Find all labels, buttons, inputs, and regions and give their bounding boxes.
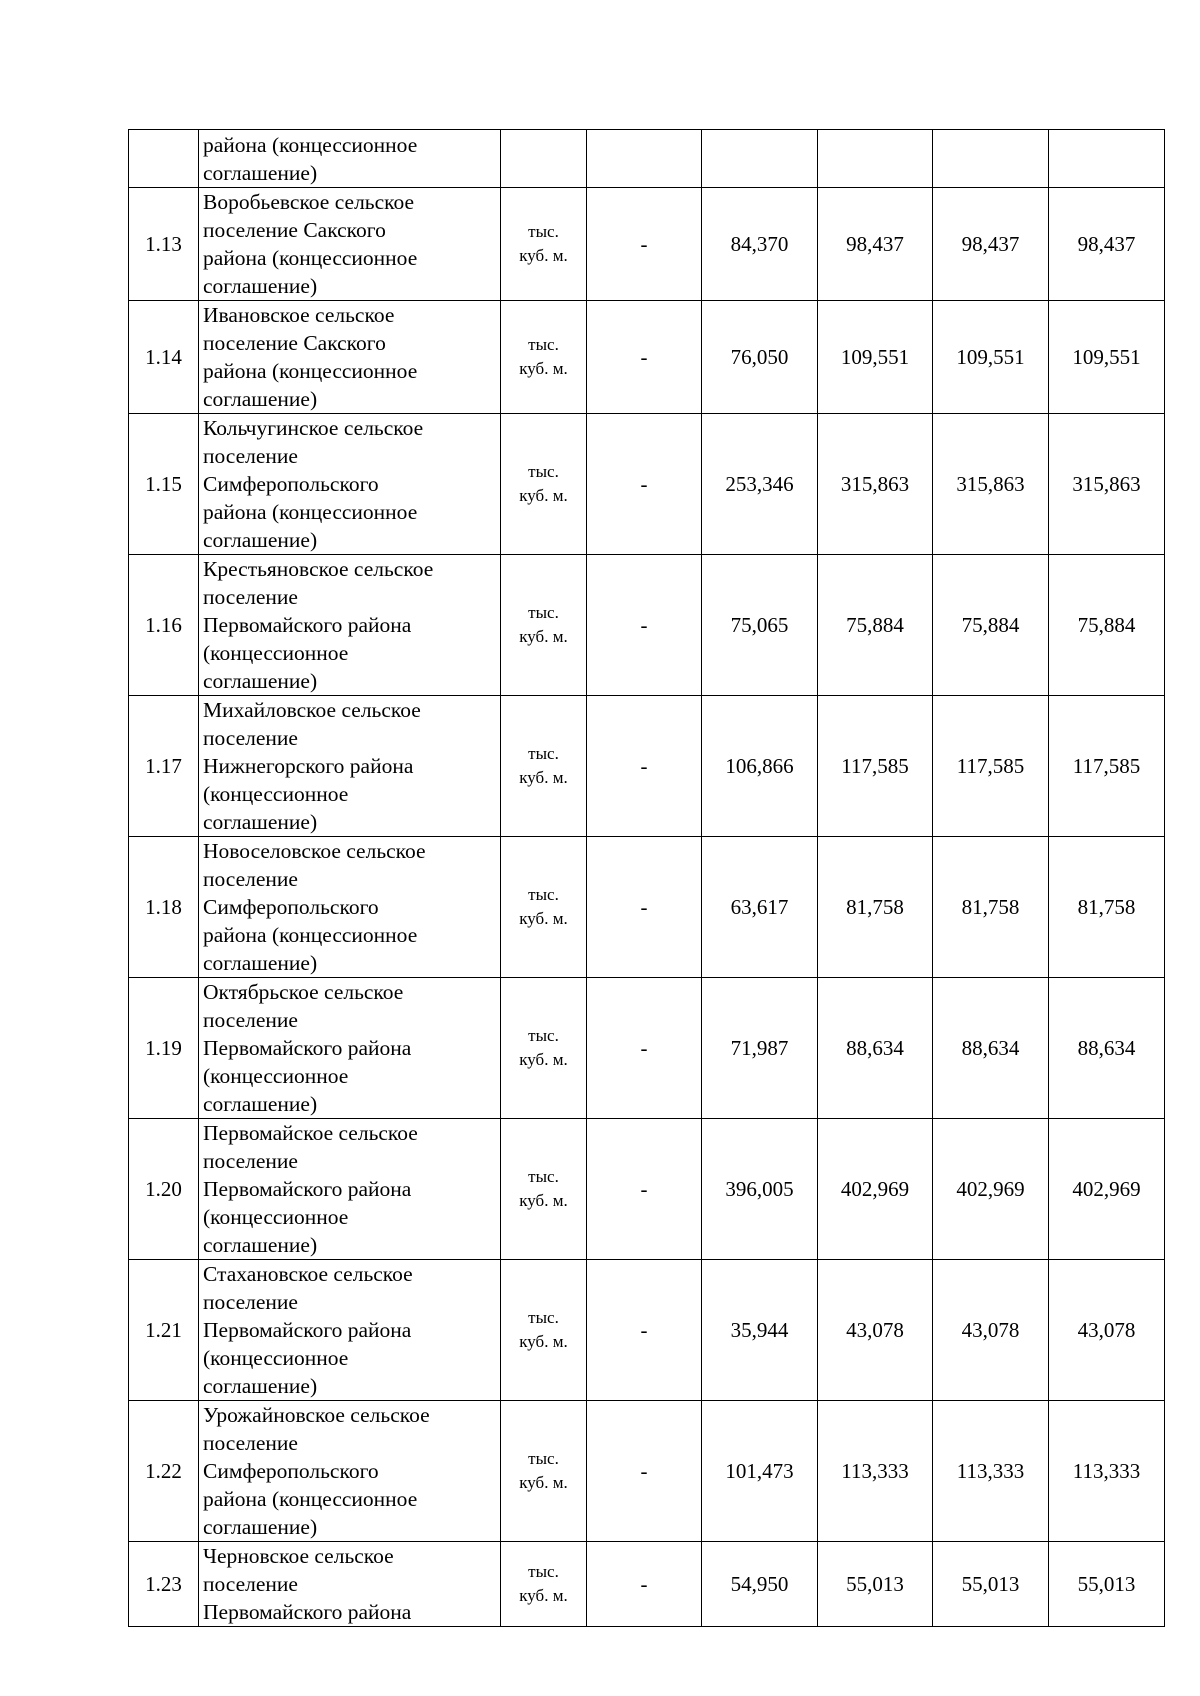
table-row <box>129 1401 1165 1542</box>
row-number-cell: 1.17 <box>129 696 199 837</box>
row-number-cell: 1.23 <box>129 1542 199 1627</box>
table-row <box>129 130 1165 188</box>
value-cell-4: 55,013 <box>1049 1542 1165 1627</box>
value-cell-1: 106,866 <box>702 696 818 837</box>
value-cell-1: 63,617 <box>702 837 818 978</box>
base-value-cell: - <box>587 978 702 1119</box>
value-cell-3: 43,078 <box>933 1260 1049 1401</box>
value-cell-1: 75,065 <box>702 555 818 696</box>
value-cell-3: 55,013 <box>933 1542 1049 1627</box>
unit-cell: тыс. куб. м. <box>501 1119 587 1260</box>
value-cell-2: 75,884 <box>818 555 933 696</box>
settlement-name-cell: Черновское сельское поселение Первомайского района <box>199 1542 501 1627</box>
value-cell-4 <box>1049 130 1165 188</box>
table-row <box>129 301 1165 414</box>
value-cell-1: 396,005 <box>702 1119 818 1260</box>
value-cell-3: 88,634 <box>933 978 1049 1119</box>
unit-cell: тыс. куб. м. <box>501 555 587 696</box>
value-cell-3: 402,969 <box>933 1119 1049 1260</box>
value-cell-3: 315,863 <box>933 414 1049 555</box>
value-cell-4: 43,078 <box>1049 1260 1165 1401</box>
base-value-cell: - <box>587 837 702 978</box>
row-number-cell: 1.20 <box>129 1119 199 1260</box>
value-cell-4: 88,634 <box>1049 978 1165 1119</box>
table-row <box>129 1260 1165 1401</box>
table-row <box>129 837 1165 978</box>
value-cell-2: 55,013 <box>818 1542 933 1627</box>
unit-cell: тыс. куб. м. <box>501 1401 587 1542</box>
unit-cell: тыс. куб. м. <box>501 414 587 555</box>
value-cell-3: 98,437 <box>933 188 1049 301</box>
row-number-cell: 1.21 <box>129 1260 199 1401</box>
value-cell-4: 113,333 <box>1049 1401 1165 1542</box>
base-value-cell: - <box>587 1542 702 1627</box>
value-cell-2: 402,969 <box>818 1119 933 1260</box>
value-cell-4: 402,969 <box>1049 1119 1165 1260</box>
base-value-cell: - <box>587 1401 702 1542</box>
unit-cell: тыс. куб. м. <box>501 696 587 837</box>
value-cell-1: 253,346 <box>702 414 818 555</box>
unit-cell <box>501 130 587 188</box>
base-value-cell: - <box>587 696 702 837</box>
value-cell-2 <box>818 130 933 188</box>
row-number-cell: 1.15 <box>129 414 199 555</box>
table-row <box>129 1119 1165 1260</box>
value-cell-3 <box>933 130 1049 188</box>
value-cell-2: 113,333 <box>818 1401 933 1542</box>
table-row <box>129 696 1165 837</box>
value-cell-1: 101,473 <box>702 1401 818 1542</box>
settlement-name-cell: Первомайское сельское поселение Первомайского района (концессионное соглашение) <box>199 1119 501 1260</box>
table-row <box>129 555 1165 696</box>
value-cell-3: 109,551 <box>933 301 1049 414</box>
unit-cell: тыс. куб. м. <box>501 301 587 414</box>
value-cell-1 <box>702 130 818 188</box>
value-cell-2: 315,863 <box>818 414 933 555</box>
value-cell-1: 54,950 <box>702 1542 818 1627</box>
base-value-cell: - <box>587 1119 702 1260</box>
value-cell-1: 71,987 <box>702 978 818 1119</box>
base-value-cell: - <box>587 555 702 696</box>
row-number-cell: 1.16 <box>129 555 199 696</box>
value-cell-4: 117,585 <box>1049 696 1165 837</box>
value-cell-3: 75,884 <box>933 555 1049 696</box>
value-cell-2: 98,437 <box>818 188 933 301</box>
table-row <box>129 978 1165 1119</box>
unit-cell: тыс. куб. м. <box>501 1260 587 1401</box>
settlement-name-cell: Октябрьское сельское поселение Первомайского района (концессионное соглашение) <box>199 978 501 1119</box>
value-cell-2: 117,585 <box>818 696 933 837</box>
unit-cell: тыс. куб. м. <box>501 837 587 978</box>
settlement-name-cell: Урожайновское сельское поселение Симферопольского района (концессионное соглашение) <box>199 1401 501 1542</box>
settlement-name-cell: района (концессионное соглашение) <box>199 130 501 188</box>
settlement-name-cell: Ивановское сельское поселение Сакского района (концессионное соглашение) <box>199 301 501 414</box>
row-number-cell: 1.22 <box>129 1401 199 1542</box>
row-number-cell: 1.13 <box>129 188 199 301</box>
row-number-cell: 1.18 <box>129 837 199 978</box>
value-cell-2: 81,758 <box>818 837 933 978</box>
value-cell-3: 81,758 <box>933 837 1049 978</box>
value-cell-2: 43,078 <box>818 1260 933 1401</box>
value-cell-3: 117,585 <box>933 696 1049 837</box>
unit-cell: тыс. куб. м. <box>501 1542 587 1627</box>
settlement-name-cell: Михайловское сельское поселение Нижнегорского района (концессионное соглашение) <box>199 696 501 837</box>
row-number-cell: 1.19 <box>129 978 199 1119</box>
value-cell-4: 81,758 <box>1049 837 1165 978</box>
settlement-name-cell: Стахановское сельское поселение Первомайского района (концессионное соглашение) <box>199 1260 501 1401</box>
base-value-cell: - <box>587 301 702 414</box>
unit-cell: тыс. куб. м. <box>501 188 587 301</box>
base-value-cell: - <box>587 1260 702 1401</box>
unit-cell: тыс. куб. м. <box>501 978 587 1119</box>
table-body <box>129 130 1165 1627</box>
value-cell-1: 84,370 <box>702 188 818 301</box>
settlement-name-cell: Крестьяновское сельское поселение Первомайского района (концессионное соглашение) <box>199 555 501 696</box>
table-row <box>129 188 1165 301</box>
value-cell-4: 109,551 <box>1049 301 1165 414</box>
value-cell-3: 113,333 <box>933 1401 1049 1542</box>
value-cell-1: 76,050 <box>702 301 818 414</box>
value-cell-1: 35,944 <box>702 1260 818 1401</box>
base-value-cell: - <box>587 414 702 555</box>
value-cell-4: 98,437 <box>1049 188 1165 301</box>
data-table <box>128 129 1165 1627</box>
row-number-cell <box>129 130 199 188</box>
base-value-cell <box>587 130 702 188</box>
table-row <box>129 414 1165 555</box>
table-row <box>129 1542 1165 1627</box>
value-cell-2: 109,551 <box>818 301 933 414</box>
value-cell-4: 75,884 <box>1049 555 1165 696</box>
settlement-name-cell: Воробьевское сельское поселение Сакского района (концессионное соглашение) <box>199 188 501 301</box>
value-cell-2: 88,634 <box>818 978 933 1119</box>
base-value-cell: - <box>587 188 702 301</box>
row-number-cell: 1.14 <box>129 301 199 414</box>
value-cell-4: 315,863 <box>1049 414 1165 555</box>
settlement-name-cell: Новоселовское сельское поселение Симферопольского района (концессионное соглашение) <box>199 837 501 978</box>
settlement-name-cell: Кольчугинское сельское поселение Симферопольского района (концессионное соглашение) <box>199 414 501 555</box>
